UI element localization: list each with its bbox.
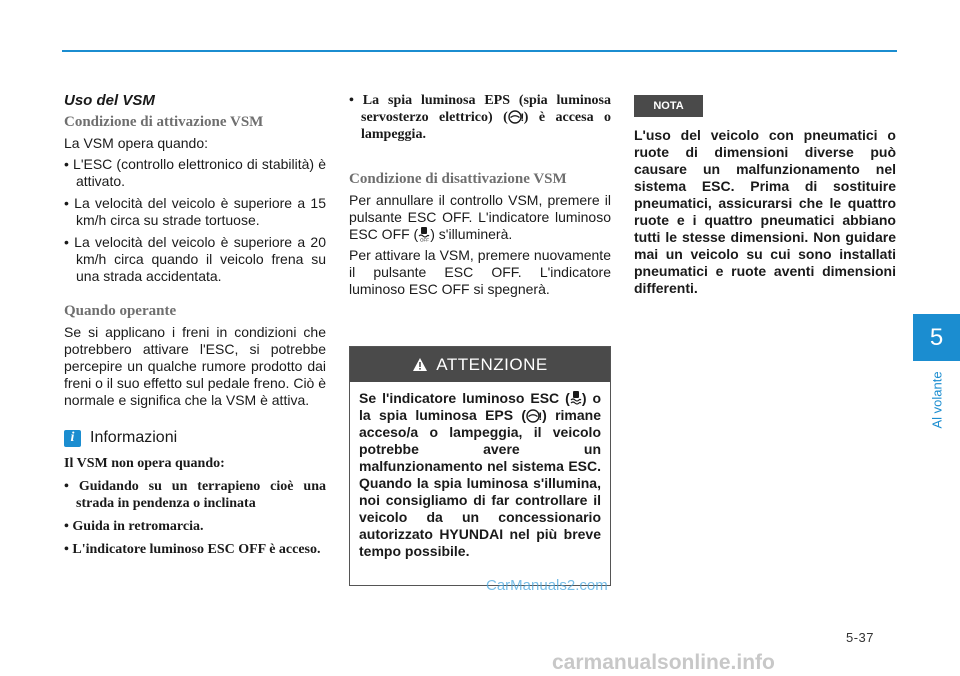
page-number: 5-37 xyxy=(846,630,875,645)
operating-text: Se si applicano i freni in condizioni che potrebbero attivare l'ESC, si potrebbe percepire un qualche rumore prodotto dai freni o il suo effetto sul pedale freno. Ciò è normale e significa che la VSM è attiva. xyxy=(64,324,327,408)
column-right xyxy=(634,95,896,297)
note-badge: NOTA xyxy=(634,95,703,117)
operating-heading: Quando operante xyxy=(64,303,177,319)
info-lead: Il VSM non opera quando: xyxy=(64,456,225,471)
warning-triangle-icon xyxy=(412,357,428,372)
esc-off-indicator-icon xyxy=(418,226,430,242)
list-item: • L'indicatore luminoso ESC OFF è acceso. xyxy=(64,542,321,557)
activation-heading: Condizione di attivazione VSM xyxy=(64,114,264,130)
svg-text:!: ! xyxy=(520,112,524,124)
warning-text-1: Se l'indicatore luminoso ESC ( xyxy=(359,390,570,406)
deactivation-heading: Condizione di disattivazione VSM xyxy=(349,171,567,187)
eps-warning-lamp-icon xyxy=(508,110,524,124)
warning-header xyxy=(350,347,610,382)
deactivation-para-1 xyxy=(349,192,611,243)
warning-text-3: ) rimane acceso/a o lampeggia, il veicolo potrebbe avere un malfunzionamento nel sistema ESC. Quando la spia luminosa s'illumina, noi consigliamo di far controllare il veicolo da un concessionario autorizzato HYUNDAI nel più breve tempo possibile. xyxy=(359,407,601,559)
eps-bullet-text: • La spia luminosa EPS (spia luminosa servosterzo elettrico) ( xyxy=(349,93,611,125)
info-title: Informazioni xyxy=(90,429,178,446)
warning-title: ATTENZIONE xyxy=(436,354,548,374)
deactivation-text: Per annullare il controllo VSM, premere il pulsante ESC OFF. L'indicatore luminoso ESC OFF ( xyxy=(349,192,611,242)
column-middle xyxy=(349,92,611,302)
eps-bullet-text-end: ) è accesa o lampeggia. xyxy=(361,110,611,142)
eps-warning-lamp-icon xyxy=(526,409,542,423)
list-item: • La velocità del veicolo è superiore a 15 km/h circa su strade tortuose. xyxy=(64,195,326,228)
list-item: • Guidando su un terrapieno cioè una strada in pendenza o inclinata xyxy=(64,479,326,511)
chapter-title: Al volante xyxy=(929,371,945,429)
info-icon: i xyxy=(64,430,81,447)
warning-text xyxy=(350,382,610,560)
list-item: • Guida in retromarcia. xyxy=(64,519,204,534)
list-item: • L'ESC (controllo elettronico di stabilità) è attivato. xyxy=(64,156,326,189)
note-text: L'uso del veicolo con pneumatici o ruote di dimensioni diverse può causare un malfunzionamento nel sistema ESC. Prima di sostituire pneumatici, assicurarsi che le quattro ruote e i quattro pneumatici abbiano tutti le stesse dimensioni. Non guidare mai un veicolo su cui sono installati pneumatici e ruote aventi dimensioni differenti. xyxy=(634,127,896,296)
svg-text:!: ! xyxy=(538,411,543,423)
watermark: CarManuals2.com xyxy=(486,577,608,594)
footer-watermark: carmanualsonline.info xyxy=(552,651,775,674)
chapter-tab: 5 xyxy=(913,314,960,361)
deactivation-para-2: Per attivare la VSM, premere nuovamente il pulsante ESC OFF. L'indicatore luminoso ESC OFF si spegnerà. xyxy=(349,247,611,297)
info-header xyxy=(64,429,326,447)
warning-text-2: ) o la spia luminosa EPS ( xyxy=(359,390,601,423)
activation-intro: La VSM opera quando: xyxy=(64,135,208,151)
deactivation-text-end: ) s'illuminerà. xyxy=(430,226,513,242)
warning-box xyxy=(349,346,611,586)
column-left xyxy=(64,92,326,564)
header-rule xyxy=(62,50,897,52)
svg-text:OFF: OFF xyxy=(420,237,430,242)
list-item: • La velocità del veicolo è superiore a 20 km/h circa quando il veicolo frena su una strada accidentata. xyxy=(64,234,326,284)
esc-indicator-icon xyxy=(570,390,582,406)
eps-bullet xyxy=(349,92,611,143)
section-title: Uso del VSM xyxy=(64,92,155,109)
